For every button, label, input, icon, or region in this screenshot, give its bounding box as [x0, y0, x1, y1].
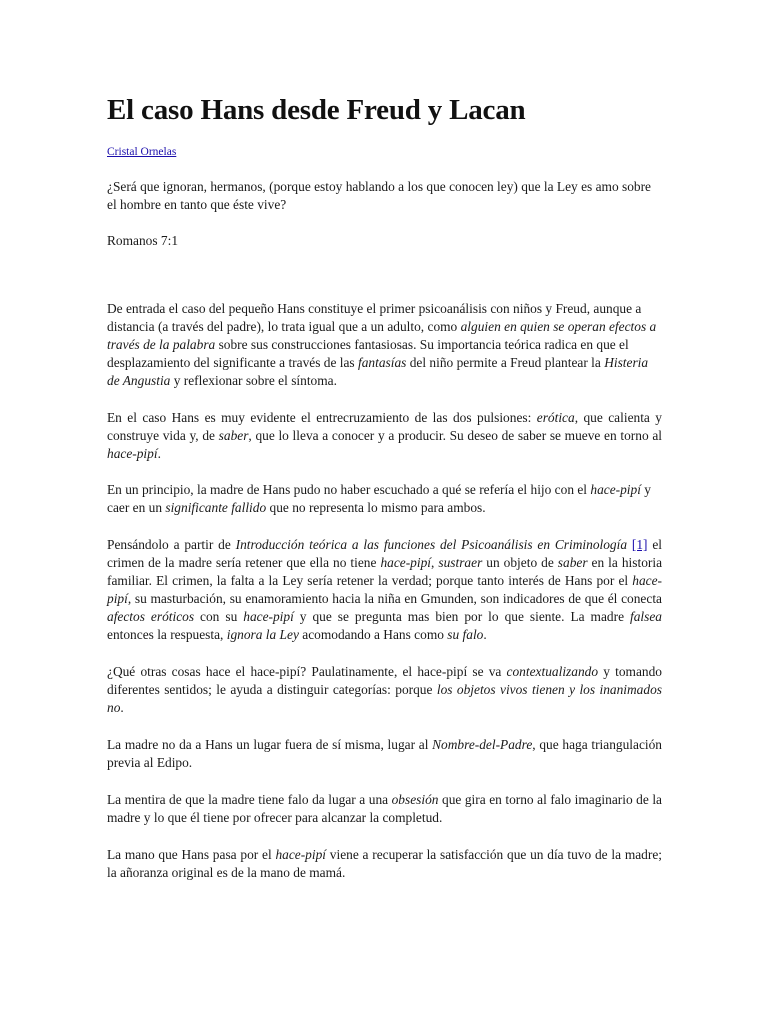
italic-phrase: los objetos vivos tienen y los inanimados no	[107, 682, 662, 715]
italic-phrase: su falo	[447, 627, 484, 642]
paragraph-text: sobre sus construcciones fantasiosas. Su importancia teórica radica en que el desplazamiento del significante a través de las	[107, 337, 629, 370]
paragraph-text: .	[120, 700, 124, 715]
italic-phrase: hace-pipí	[590, 482, 641, 497]
paragraph-text: , que haga triangulación previa al Edipo.	[107, 737, 662, 770]
italic-phrase: obsesión	[391, 792, 439, 807]
paragraph-text: entonces la respuesta,	[107, 627, 227, 642]
paragraph-text: que gira en torno al falo imaginario de la madre y lo que él tiene por ofrecer para alcanzar la completud.	[107, 792, 662, 825]
italic-phrase: falsea	[630, 609, 662, 624]
paragraph-3	[107, 481, 662, 517]
italic-phrase: Introducción teórica a las funciones del Psicoanálisis en Criminología	[235, 537, 628, 552]
paragraph-text: un objeto de	[482, 555, 558, 570]
paragraph-text: Pensándolo a partir de	[107, 537, 236, 552]
italic-phrase: erótica	[536, 410, 575, 425]
author-link[interactable]: Cristal Ornelas	[107, 146, 177, 158]
italic-phrase: hace-pipí	[380, 555, 432, 570]
paragraph-text: , su masturbación, su enamoramiento hacia la niña en Gmunden, son indicadores de que él conecta	[127, 591, 662, 606]
paragraph-text: en la historia familiar. El crimen, la falta a la Ley sería retener la verdad; porque tanto interés de Hans por el	[107, 555, 663, 588]
italic-phrase: saber	[557, 555, 588, 570]
paragraph-text: que no representa lo mismo para ambos.	[266, 500, 486, 515]
italic-phrase: afectos eróticos	[107, 609, 195, 624]
document-title: El caso Hans desde Freud y Lacan	[107, 94, 526, 126]
paragraph-text: .	[157, 446, 161, 461]
italic-phrase: significante fallido	[165, 500, 267, 515]
paragraph-text: .	[483, 627, 487, 642]
italic-phrase: hace-pipí	[243, 609, 294, 624]
italic-phrase: alguien en quien se operan efectos a través de la palabra	[107, 319, 657, 352]
paragraph-text: del niño permite a Freud plantear la	[406, 355, 605, 370]
paragraph-4	[107, 536, 662, 644]
italic-phrase: sustraer	[438, 555, 483, 570]
paragraph-text: , que lo lleva a conocer y a producir. Su deseo de saber se mueve en torno al	[248, 428, 662, 443]
epigraph-text: ¿Será que ignoran, hermanos, (porque estoy hablando a los que conocen ley) que la Ley es amo sobre el hombre en tanto que éste vive?	[107, 179, 651, 212]
paragraph-text: ,	[431, 555, 439, 570]
footnote-link[interactable]: [1]	[631, 537, 648, 552]
epigraph-citation: Romanos 7:1	[107, 233, 179, 248]
paragraph-text: , que calienta y construye vida y, de	[107, 410, 662, 443]
paragraph-text: La mentira de que la madre tiene falo da lugar a una	[107, 792, 392, 807]
italic-phrase: hace-pipí	[107, 573, 662, 606]
paragraph-text: y tomando diferentes sentidos; le ayuda a distinguir categorías: porque	[107, 664, 662, 697]
paragraph-text: De entrada el caso del pequeño Hans constituye el primer psicoanálisis con niños y Freud, aunque a distancia (a través del padre), lo trata igual que a un adulto, como	[107, 301, 642, 334]
paragraph-text: viene a recuperar la satisfacción que un día tuvo de la madre; la añoranza original es de la mano de mamá.	[107, 847, 662, 880]
italic-phrase: saber	[218, 428, 249, 443]
paragraph-text: y reflexionar sobre el síntoma.	[170, 373, 337, 388]
italic-phrase: hace-pipí	[107, 446, 158, 461]
paragraph-text: acomodando a Hans como	[298, 627, 448, 642]
paragraph-6	[107, 736, 662, 772]
paragraph-1	[107, 300, 662, 390]
paragraph-text: En un principio, la madre de Hans pudo no haber escuchado a qué se refería el hijo con el	[107, 482, 591, 497]
paragraph-2	[107, 409, 662, 463]
italic-phrase: contextualizando	[506, 664, 599, 679]
paragraph-text: y caer en un	[107, 482, 651, 515]
italic-phrase: Nombre-del-Padre	[432, 737, 533, 752]
italic-phrase: ignora la Ley	[226, 627, 299, 642]
paragraph-5	[107, 663, 662, 717]
paragraph-text: La madre no da a Hans un lugar fuera de sí misma, lugar al	[107, 737, 433, 752]
paragraph-text: En el caso Hans es muy evidente el entrecruzamiento de las dos pulsiones:	[107, 410, 537, 425]
paragraph-text: La mano que Hans pasa por el	[107, 847, 276, 862]
paragraph-text: y que se pregunta mas bien por lo que siente. La madre	[293, 609, 630, 624]
italic-phrase: Histeria de Angustia	[107, 355, 649, 388]
paragraph-8	[107, 846, 662, 882]
paragraph-7	[107, 791, 662, 827]
paragraph-text: ¿Qué otras cosas hace el hace-pipí? Paulatinamente, el hace-pipí se va	[107, 664, 507, 679]
italic-phrase: fantasías	[357, 355, 407, 370]
italic-phrase: hace-pipí	[275, 847, 327, 862]
paragraph-text: el crimen de la madre sería retener que ella no tiene	[107, 537, 662, 570]
paragraph-text: con su	[194, 609, 244, 624]
